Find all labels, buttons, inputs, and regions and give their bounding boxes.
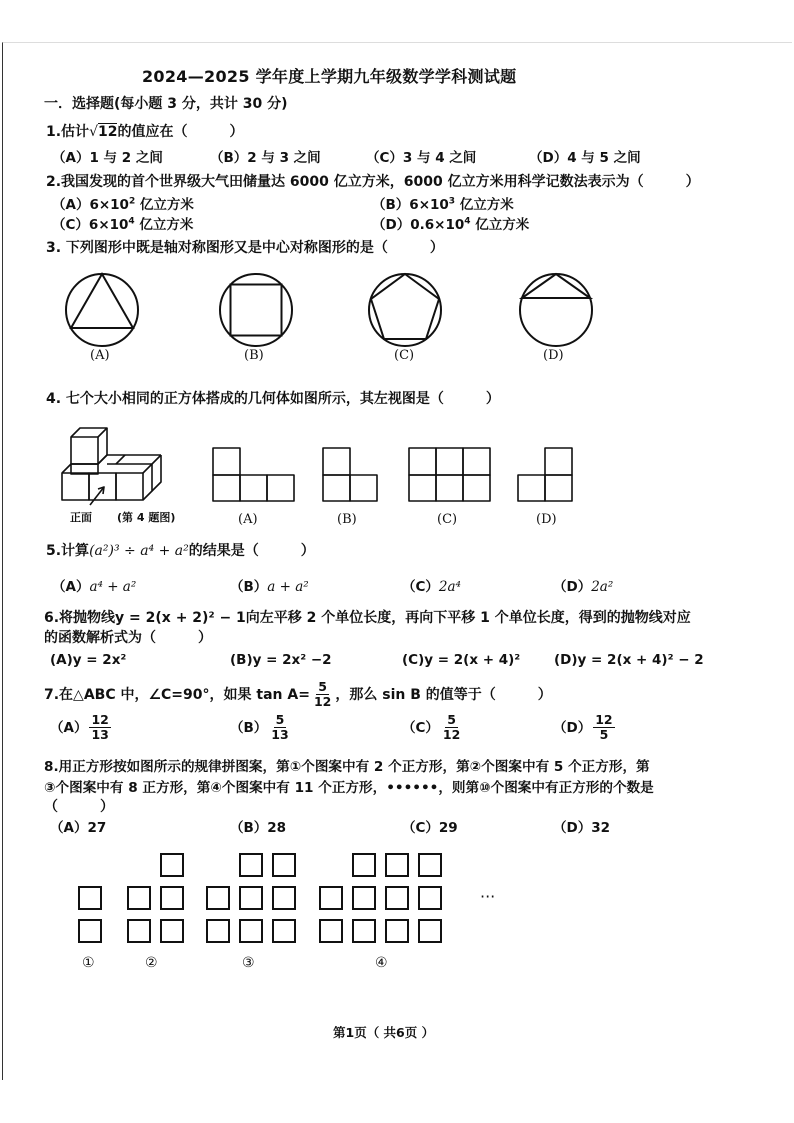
q8-pattern-label-1: ① <box>82 955 95 971</box>
q1-stem-prefix: 1.估计 <box>46 124 90 140</box>
q8-pattern-3 <box>207 854 295 942</box>
q6-option-c: (C)y = 2(x + 4)² <box>402 652 521 668</box>
question-7-stem: 7.在△ABC 中，∠C=90°，如果 tan A= $\frac{5}{12}$ ，那么 sin B 的值等于（ ） <box>44 679 552 710</box>
page-footer: 第1页（ 共6页 ） <box>333 1025 435 1040</box>
q8-pattern-label-4: ④ <box>375 955 388 971</box>
q5-expression: (a²)³ ÷ a⁴ + a² <box>89 543 189 559</box>
question-8-line-2: ③个图案中有 8 正方形，第④个图案中有 11 个正方形，••••••，则第⑩个图案中有正方形的个数是 <box>44 780 654 796</box>
q7-option-a: （A） $\frac{12}{13}$ <box>50 712 109 743</box>
q1-radicand: 12 <box>97 124 118 140</box>
q8-pattern-label-2: ② <box>145 955 158 971</box>
q8-pattern-4 <box>320 854 441 942</box>
q8-pattern-1 <box>79 887 101 942</box>
q3-label-d: (D) <box>543 348 564 363</box>
q1-option-c: （C）3 与 4 之间 <box>366 150 477 166</box>
question-4-stem: 4. 七个大小相同的正方体搭成的几何体如图所示，其左视图是（ ） <box>46 391 500 407</box>
exam-title: 2024—2025 学年度上学期九年级数学学科测试题 <box>142 67 517 86</box>
q6-option-b: (B)y = 2x² −2 <box>230 652 332 668</box>
q2-option-c: $(C)6\times 10^4$ 亿立方米 <box>52 216 194 233</box>
q8-option-a: （A）27 <box>50 820 107 836</box>
q8-ellipsis: ··· <box>480 887 496 906</box>
q1-option-d: （D）4 与 5 之间 <box>529 150 641 166</box>
q2-option-d: $(D)0.6\times 10^4$ 亿立方米 <box>372 216 530 233</box>
q8-option-d: （D）32 <box>553 820 610 836</box>
q3-label-a: (A) <box>90 348 110 363</box>
q7-tan-fraction: $\frac{5}{12}$ <box>313 679 332 710</box>
q8-option-b: （B）28 <box>230 820 287 836</box>
q6-option-a: (A)y = 2x² <box>50 652 127 668</box>
q4-label-c: (C) <box>437 512 458 527</box>
q3-label-c: (C) <box>394 348 415 363</box>
sqrt-sign: √ <box>89 124 98 140</box>
question-8-line-3: （ ） <box>44 799 114 815</box>
question-3-stem: 3. 下列图形中既是轴对称图形又是中心对称图形的是（ ） <box>46 240 444 256</box>
q1-option-a: （A）1 与 2 之间 <box>52 150 163 166</box>
question-6-line-1: 6.将抛物线y = 2(x + 2)² − 1向左平移 2 个单位长度，再向下平移 1 个单位长度，得到的抛物线对应 <box>44 610 691 626</box>
question-8-line-1: 8.用正方形按如图所示的规律拼图案，第①个图案中有 2 个正方形，第②个图案中有 5 个正方形，第 <box>44 759 650 775</box>
q1-stem-suffix: 的值应在（ ） <box>117 124 244 140</box>
q4-front-label: 正面 <box>70 511 92 524</box>
q2-option-b: $(B)6\times 10^3$ 亿立方米 <box>372 196 514 213</box>
question-5-stem: 5.计算(a²)³ ÷ a⁴ + a²的结果是（ ） <box>46 543 315 559</box>
q7-option-d: （D） $\frac{12}{5}$ <box>553 712 613 743</box>
q4-label-a: (A) <box>238 512 258 527</box>
q2-option-a: $(A)6\times 10^2$ 亿立方米 <box>52 196 194 213</box>
question-6-line-2: 的函数解析式为（ ） <box>44 630 212 646</box>
q3-label-b: (B) <box>244 348 264 363</box>
q1-option-b: （B）2 与 3 之间 <box>210 150 321 166</box>
q4-figure-caption: (第 4 题图) <box>117 511 176 524</box>
q5-option-c: （C）2a⁴ <box>402 579 461 595</box>
q8-pattern-label-3: ③ <box>242 955 255 971</box>
section-heading: 一．选择题(每小题 3 分，共计 30 分) <box>44 96 288 112</box>
q6-option-d: (D)y = 2(x + 4)² − 2 <box>554 652 704 668</box>
question-2-stem: 2.我国发现的首个世界级大气田储量达 6000 亿立方米，6000 亿立方米用科学记数法表示为（ ） <box>46 174 700 190</box>
q5-option-a: （A）a⁴ + a² <box>52 579 137 595</box>
q5-option-d: （D）2a² <box>553 579 614 595</box>
q4-label-b: (B) <box>337 512 357 527</box>
q8-option-c: （C）29 <box>402 820 458 836</box>
q7-option-c: （C） $\frac{5}{12}$ <box>402 712 461 743</box>
q4-label-d: (D) <box>536 512 557 527</box>
q8-pattern-2 <box>128 854 183 942</box>
q7-option-b: （B） $\frac{5}{13}$ <box>230 712 289 743</box>
q5-option-b: （B）a + a² <box>230 579 309 595</box>
